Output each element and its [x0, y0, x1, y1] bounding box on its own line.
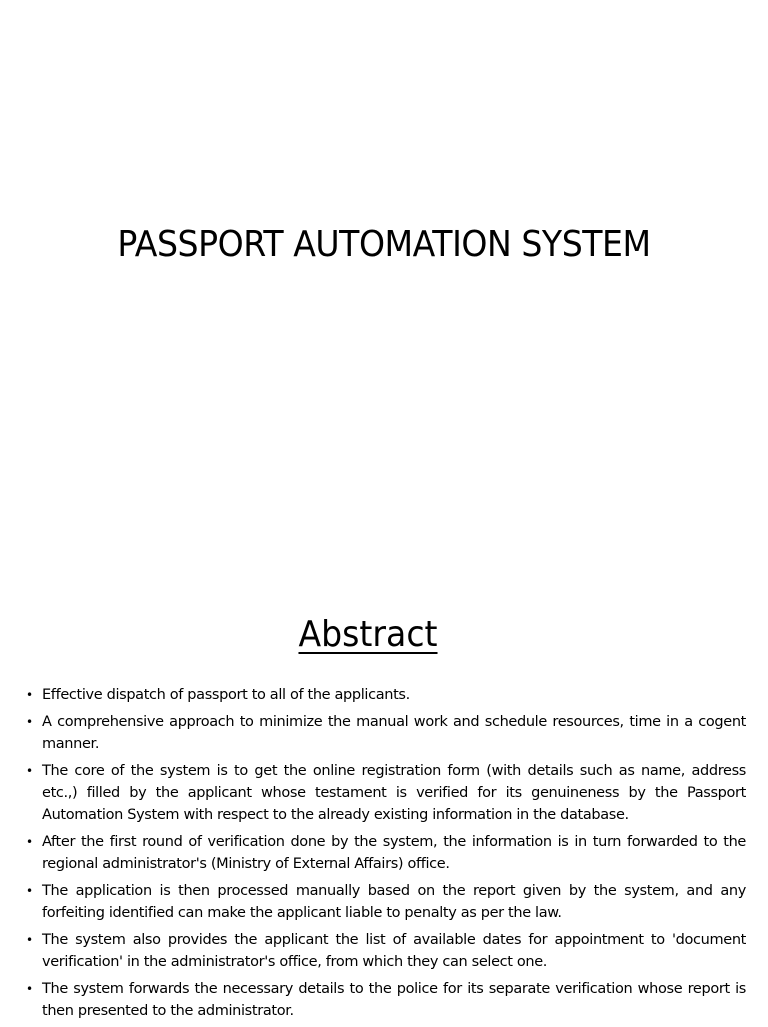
bullet-icon: •: [26, 884, 33, 898]
abstract-bullet-list: [26, 684, 746, 1027]
bullet-text: A comprehensive approach to minimize the manual work and schedule resources, time in a cogent manner.: [42, 714, 746, 752]
bullet-icon: •: [26, 835, 33, 849]
bullet-text: Effective dispatch of passport to all of the applicants.: [42, 687, 410, 703]
bullet-item: [26, 831, 746, 875]
bullet-icon: •: [26, 933, 33, 947]
bullet-icon: •: [26, 715, 33, 729]
bullet-item: [26, 684, 746, 706]
slide-title: PASSPORT AUTOMATION SYSTEM: [117, 224, 651, 265]
bullet-icon: •: [26, 982, 33, 996]
bullet-text: The system also provides the applicant the list of available dates for appointment to 'document verification' in the administrator's office, from which they can select one.: [42, 932, 746, 970]
bullet-item: [26, 929, 746, 973]
bullet-item: [26, 978, 746, 1022]
bullet-icon: •: [26, 688, 33, 702]
bullet-text: The application is then processed manually based on the report given by the system, and any forfeiting identified can make the applicant liable to penalty as per the law.: [42, 883, 746, 921]
bullet-text: After the first round of verification done by the system, the information is in turn forwarded to the regional administrator's (Ministry of External Affairs) office.: [42, 834, 746, 872]
bullet-item: [26, 760, 746, 826]
bullet-text: The core of the system is to get the online registration form (with details such as name, address etc.,) filled by the applicant whose testament is verified for its genuineness by the Passport Automation System with respect to the already existing information in the database.: [42, 763, 746, 823]
bullet-icon: •: [26, 764, 33, 778]
bullet-item: [26, 711, 746, 755]
abstract-heading: Abstract: [298, 614, 438, 655]
bullet-item: [26, 880, 746, 924]
bullet-text: The system forwards the necessary details to the police for its separate verification whose report is then presented to the administrator.: [42, 981, 746, 1019]
